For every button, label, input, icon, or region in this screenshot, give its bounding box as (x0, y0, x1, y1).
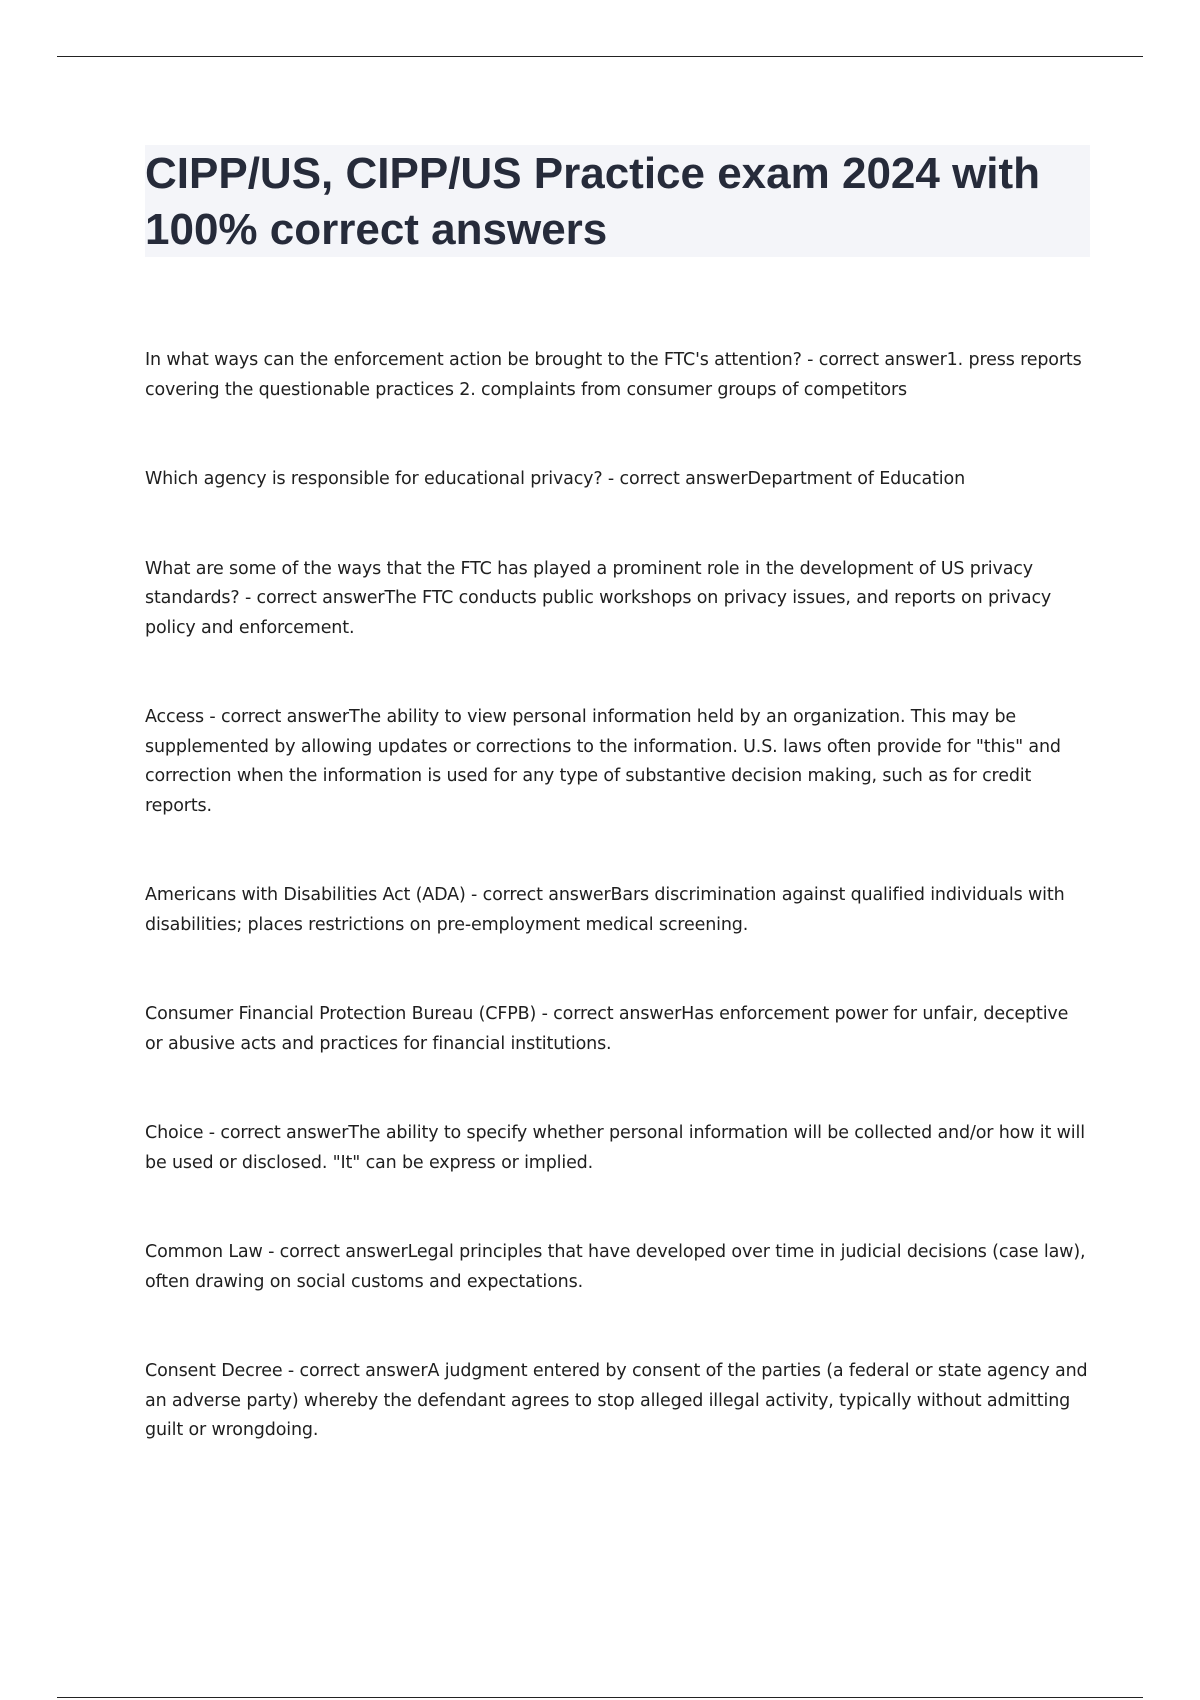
header-rule (57, 56, 1143, 57)
qa-entry: Choice - correct answerThe ability to specify whether personal information will be collected and/or how it will be used or disclosed. "It" can be express or implied. (145, 1123, 1085, 1173)
qa-entry: Which agency is responsible for educational privacy? - correct answerDepartment of Education (145, 469, 966, 489)
qa-entry: In what ways can the enforcement action be brought to the FTC's attention? - correct answer1. press reports covering the questionable practices 2. complaints from consumer groups of competitors (145, 350, 1082, 400)
qa-entry: Common Law - correct answerLegal principles that have developed over time in judicial decisions (case law), often drawing on social customs and expectations. (145, 1242, 1086, 1292)
document-title: CIPP/US, CIPP/US Practice exam 2024 with 100% correct answers (145, 149, 1041, 254)
qa-entry: What are some of the ways that the FTC has played a prominent role in the development of US privacy standards? - correct answerThe FTC conducts public workshops on privacy issues, and reports on privacy policy and enforcement. (145, 558, 1052, 638)
qa-entry: Access - correct answerThe ability to view personal information held by an organization. This may be supplemented by allowing updates or corrections to the information. U.S. laws often provide for "this" and correction when the information is used for any type of substantive decision making, such as for credit reports. (145, 707, 1061, 816)
qa-entry: Consumer Financial Protection Bureau (CFPB) - correct answerHas enforcement power for unfair, deceptive or abusive acts and practices for financial institutions. (145, 1004, 1069, 1054)
footer-rule (57, 1697, 1143, 1698)
qa-list (145, 346, 1090, 1506)
qa-entry: Americans with Disabilities Act (ADA) - correct answerBars discrimination against qualified individuals with disabilities; places restrictions on pre-employment medical screening. (145, 885, 1065, 935)
qa-entry: Consent Decree - correct answerA judgment entered by consent of the parties (a federal or state agency and an adverse party) whereby the defendant agrees to stop alleged illegal activity, typically without admitting guilt or wrongdoing. (145, 1361, 1088, 1440)
